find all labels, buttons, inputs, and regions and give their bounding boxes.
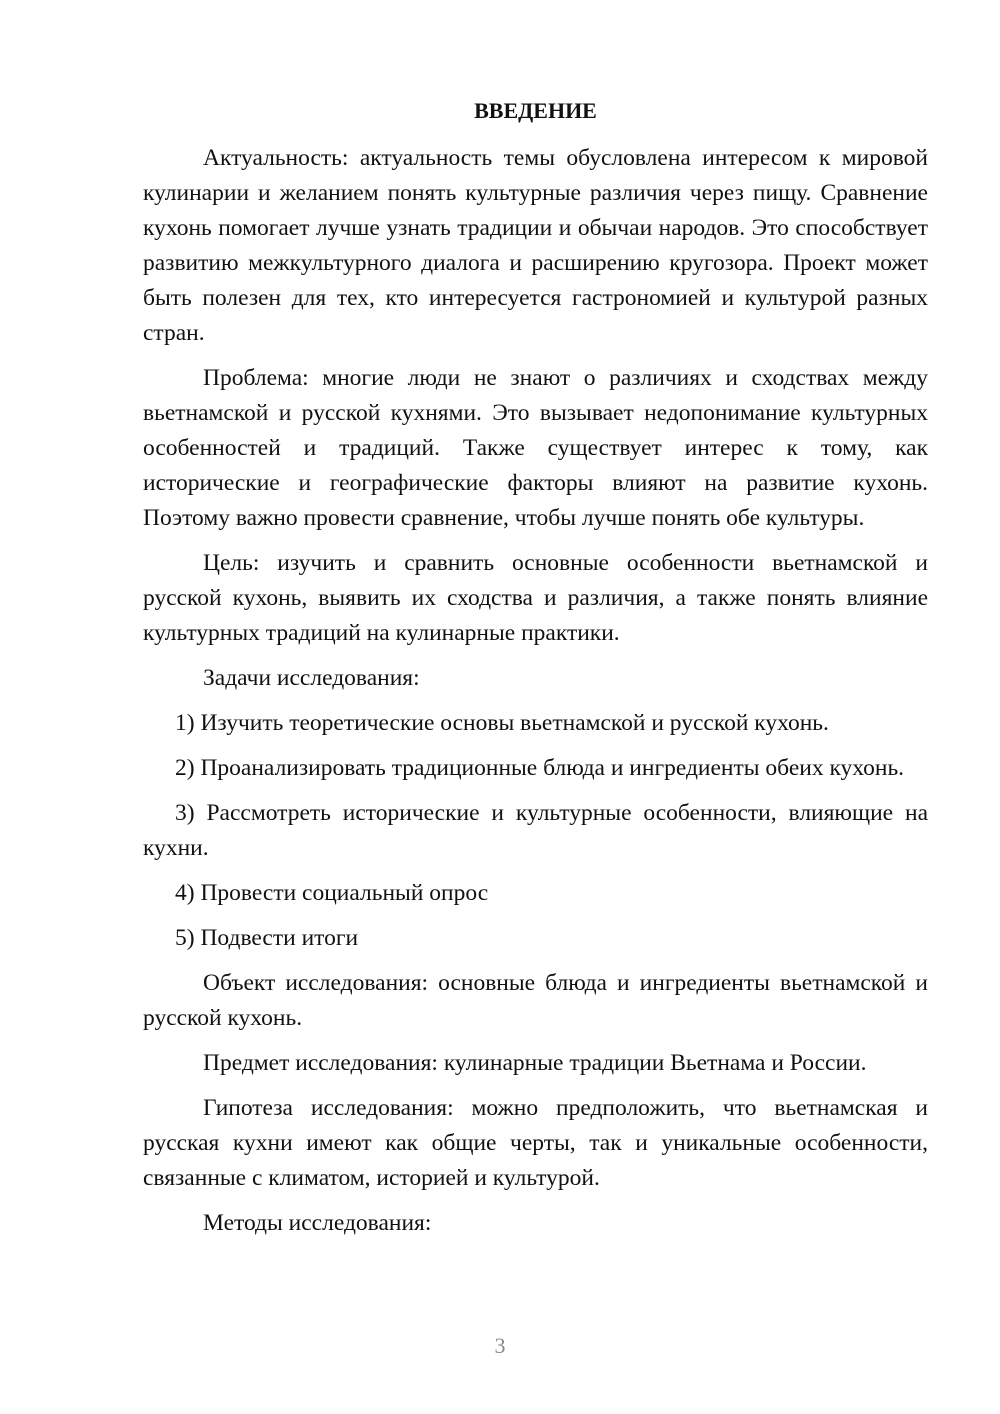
paragraph-relevance: Актуальность: актуальность темы обусловлена интересом к мировой кулинарии и желанием понять культурные различия через пищу. Сравнение кухонь помогает лучше узнать традиции и обычаи народов. Это способствует развитию межкультурного диалога и расширению кругозора. Проект может быть полезен для тех, кто интересуется гастрономией и культурой разных стран. (143, 145, 928, 346)
page-number: 3 (494, 1333, 506, 1358)
paragraph-hypothesis: Гипотеза исследования: можно предположить, что вьетнамская и русская кухни имеют как общие черты, так и уникальные особенности, связанные с климатом, историей и культурой. (143, 1095, 928, 1191)
paragraph-subject: Предмет исследования: кулинарные традиции Вьетнама и России. (203, 1050, 867, 1076)
section-title: ВВЕДЕНИЕ (474, 98, 597, 123)
task-item-1: 1) Изучить теоретические основы вьетнамской и русской кухонь. (175, 710, 829, 736)
paragraph-methods: Методы исследования: (203, 1210, 432, 1236)
task-item-4: 4) Провести социальный опрос (175, 880, 489, 906)
paragraph-goal: Цель: изучить и сравнить основные особенности вьетнамской и русской кухонь, выявить их сходства и различия, а также понять влияние культурных традиций на кулинарные практики. (143, 550, 928, 646)
paragraph-object: Объект исследования: основные блюда и ингредиенты вьетнамской и русской кухонь. (143, 970, 928, 1031)
task-item-2: 2) Проанализировать традиционные блюда и ингредиенты обеих кухонь. (175, 755, 905, 781)
task-item-5: 5) Подвести итоги (175, 925, 359, 951)
page-content (143, 95, 928, 1241)
task-item-3: 3) Рассмотреть исторические и культурные особенности, влияющие на кухни. (143, 800, 928, 861)
paragraph-tasks-heading: Задачи исследования: (203, 665, 420, 691)
paragraph-problem: Проблема: многие люди не знают о различиях и сходствах между вьетнамской и русской кухнями. Это вызывает недопонимание культурных особенностей и традиций. Также существует интерес к тому, как исторические и географические факторы влияют на развитие кухонь. Поэтому важно провести сравнение, чтобы лучше понять обе культуры. (143, 365, 928, 531)
